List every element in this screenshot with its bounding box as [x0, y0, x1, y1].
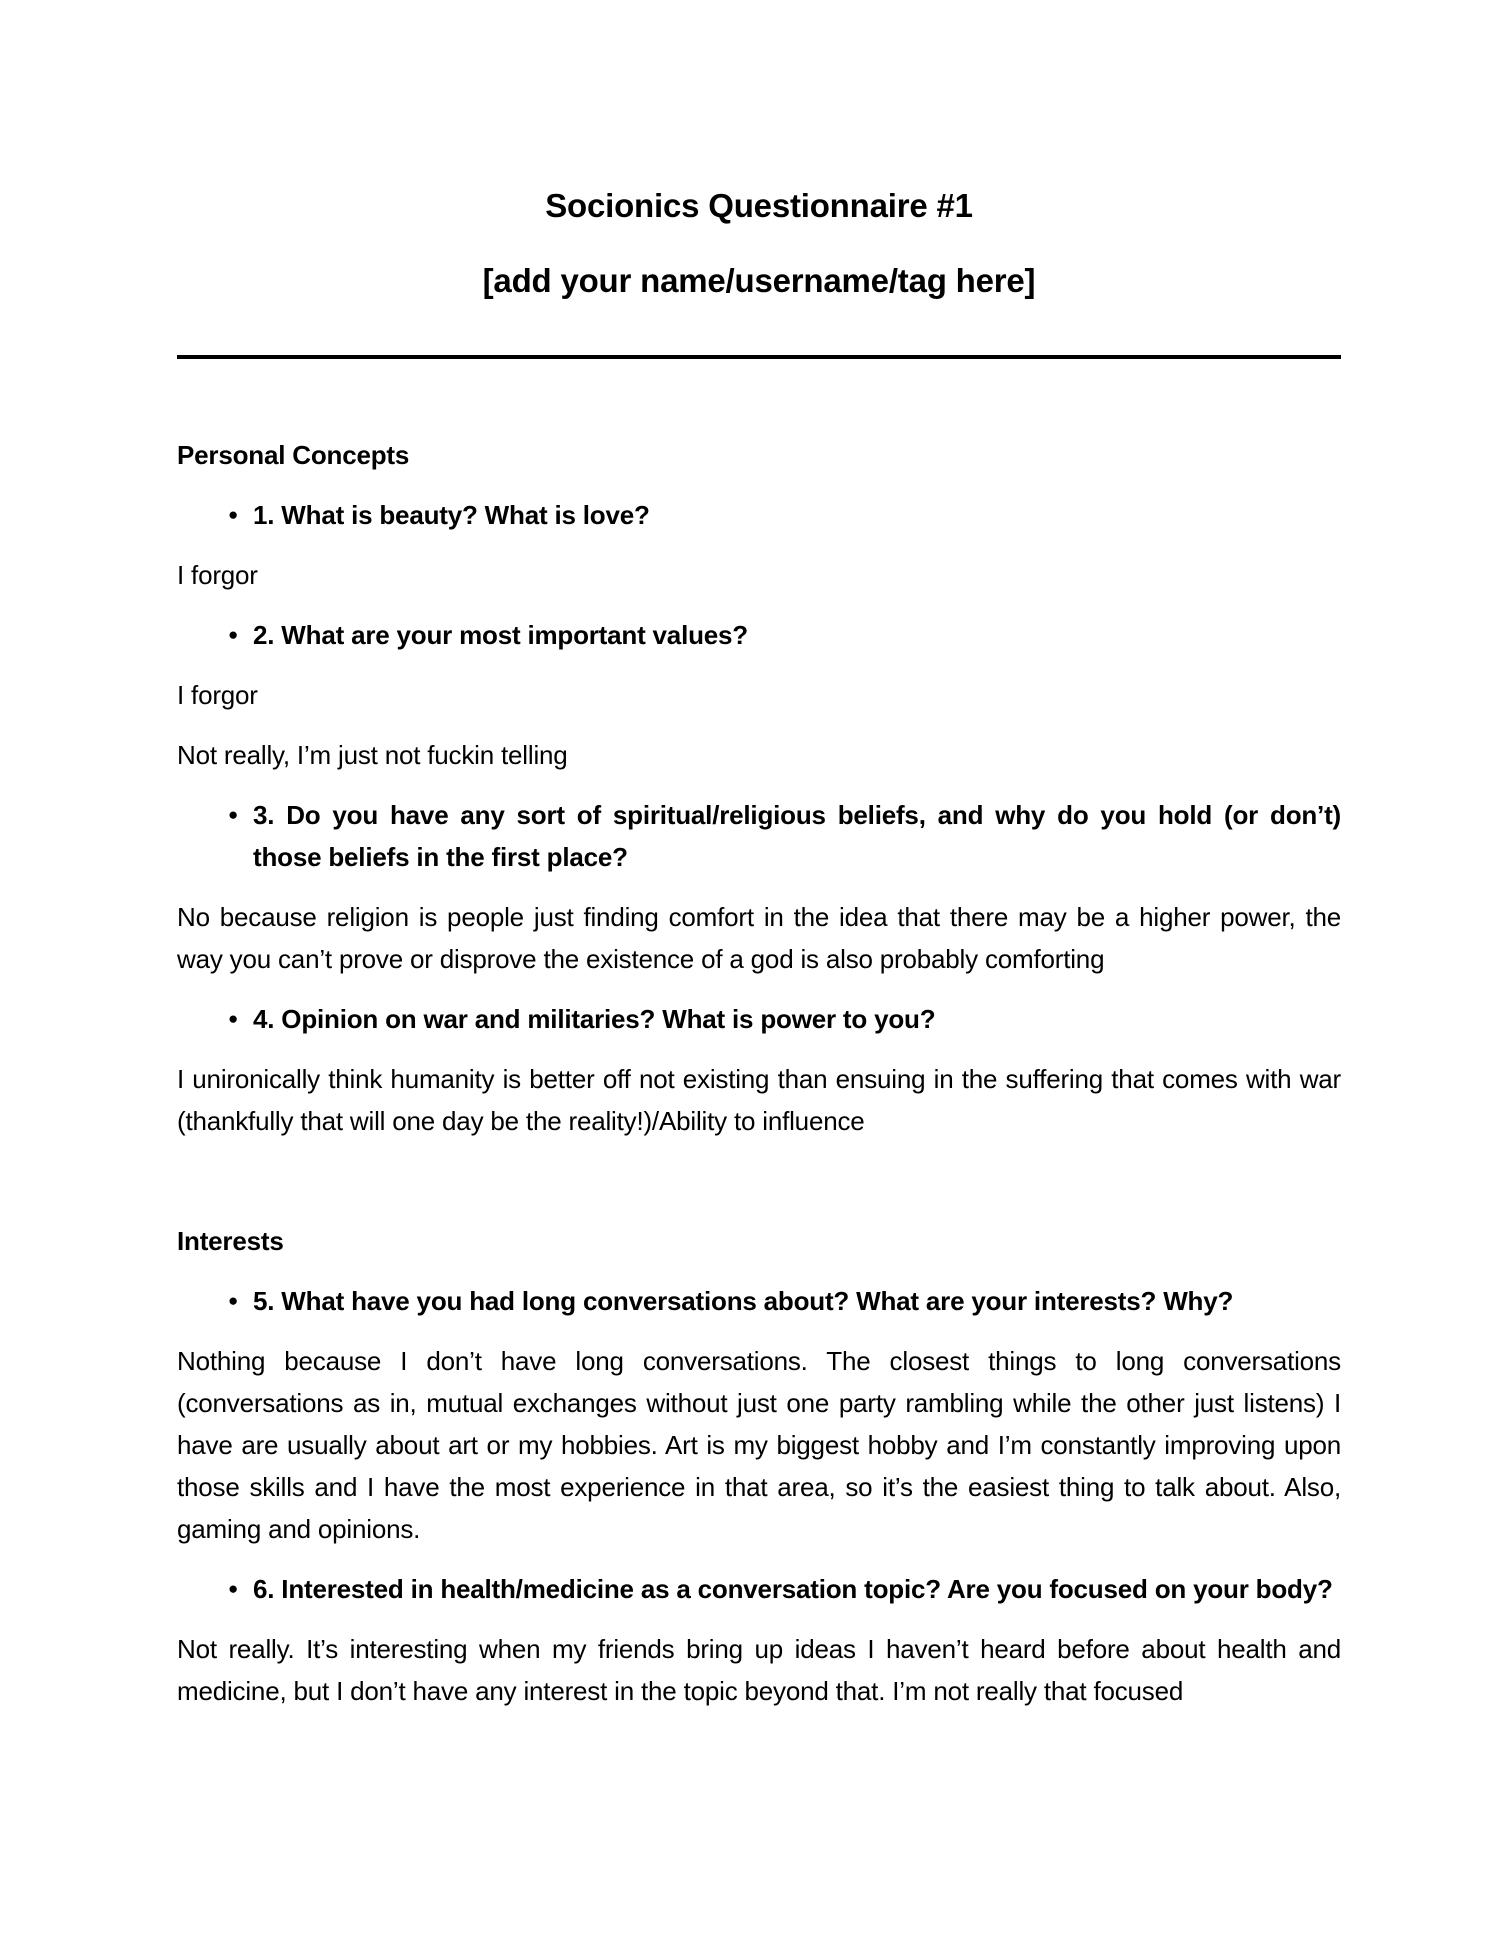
bullet-icon: ●	[228, 1009, 239, 1028]
answer-text: No because religion is people just finding comfort in the idea that there may be a higher power, the way you can’t prove or disprove the existence of a god is also probably comforting	[177, 902, 1341, 974]
answer-text: Nothing because I don’t have long conversations. The closest things to long conversations (conversations as in, mutual exchanges without just one party rambling while the other just listens) I have are usually about art or my hobbies. Art is my biggest hobby and I’m constantly improving upon those skills and I have the most experience in that area, so it’s the easiest thing to talk about. Also, gaming and opinions.	[177, 1346, 1341, 1544]
answer-text: Not really. It’s interesting when my friends bring up ideas I haven’t heard before about health and medicine, but I don’t have any interest in the topic beyond that. I’m not really that focused	[177, 1634, 1341, 1706]
answer-text: I forgor	[177, 680, 258, 710]
bullet-icon: ●	[228, 1579, 239, 1598]
question-item-5	[177, 1280, 1341, 1322]
question-text: 2. What are your most important values?	[253, 620, 748, 650]
question-text: 6. Interested in health/medicine as a conversation topic? Are you focused on your body?	[253, 1574, 1333, 1604]
horizontal-rule	[177, 355, 1341, 359]
question-item-4	[177, 998, 1341, 1040]
bullet-icon: ●	[228, 805, 239, 824]
document-title: Socionics Questionnaire #1	[545, 187, 973, 224]
answer-text: I unironically think humanity is better off not existing than ensuing in the suffering that comes with war (thankfully that will one day be the reality!)/Ability to influence	[177, 1064, 1341, 1136]
bullet-icon: ●	[228, 505, 239, 524]
section-heading: Personal Concepts	[177, 440, 410, 470]
section-interests	[177, 1220, 1341, 1730]
question-item-2	[177, 614, 1341, 656]
answer-text: Not really, I’m just not fuckin telling	[177, 740, 568, 770]
question-text: 3. Do you have any sort of spiritual/religious beliefs, and why do you hold (or don’t) those beliefs in the first place?	[253, 800, 1341, 872]
answer-text: I forgor	[177, 560, 258, 590]
question-item-3	[177, 794, 1341, 878]
question-item-1	[177, 494, 1341, 536]
question-item-6	[177, 1568, 1341, 1610]
question-text: 4. Opinion on war and militaries? What is power to you?	[253, 1004, 936, 1034]
bullet-icon: ●	[228, 625, 239, 644]
question-text: 1. What is beauty? What is love?	[253, 500, 650, 530]
section-personal-concepts	[177, 434, 1341, 1160]
section-heading: Interests	[177, 1226, 284, 1256]
question-text: 5. What have you had long conversations about? What are your interests? Why?	[253, 1286, 1234, 1316]
document-subtitle: [add your name/username/tag here]	[482, 262, 1036, 299]
bullet-icon: ●	[228, 1291, 239, 1310]
